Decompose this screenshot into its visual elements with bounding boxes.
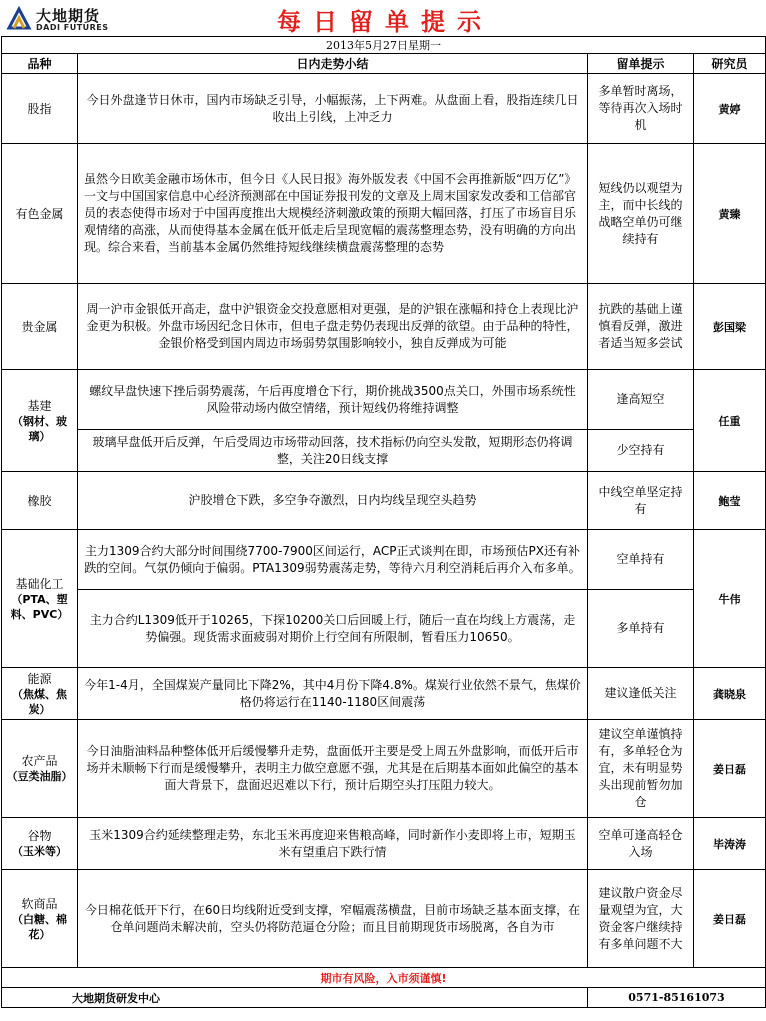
summary-cell: 虽然今日欧美金融市场休市，但今日《人民日报》海外版发表《中国不会再推新版“四万亿”》一文与中国国家信息中心经济预测部在中国证券报刊发的文章及上周末国家发改委和工信部官员的表态使得市场对于中国再度推出大规模经济刺激政策的预期大幅回落，打压了市场盲目乐观情绪的高涨，从而使得基本金属在低开低走后呈现宽幅的震荡整理态势，没有明确的方向出现。综合来看，当前基本金属仍然维持短线继续横盘震荡整理的态势: [78, 144, 588, 284]
reminder-table: [1, 36, 766, 1008]
table-row: [2, 74, 766, 144]
summary-cell: 主力合约L1309低开于10265，下探10200关口后回暖上行，随后一直在均线上方震荡，走势偏强。现货需求面疲弱对期价上行空间有所限制，暂看压力10650。: [78, 590, 588, 668]
summary-cell: 螺纹早盘快速下挫后弱势震荡，午后再度增仓下行，期价挑战3500点关口，外围市场系统性风险带动场内做空情绪，预计短线仍将维持调整: [78, 370, 588, 430]
footer-row: [2, 988, 766, 1008]
risk-notice-row: [2, 968, 766, 988]
tip-cell: 建议散户资金尽量观望为宜，大资金客户继续持有多单问题不大: [588, 870, 694, 968]
researcher-cell: 姜日磊: [694, 870, 766, 968]
column-header-researcher: 研究员: [694, 54, 766, 74]
researcher-cell: 龚晓泉: [694, 668, 766, 720]
category-cell: [2, 668, 78, 720]
category-cell: [2, 284, 78, 370]
researcher-cell: 鲍莹: [694, 472, 766, 530]
tip-cell: 空单持有: [588, 530, 694, 590]
summary-cell: 今日油脂油料品种整体低开后缓慢攀升走势，盘面低开主要是受上周五外盘影响，而低开后市场并未顺畅下行而是缓慢攀升，表明主力做空意愿不强，尤其是在后期基本面如此偏空的基本面大背景下，盘面迟迟难以下行，预计后期空头打压阻力较大。: [78, 720, 588, 818]
tip-cell: 少空持有: [588, 430, 694, 472]
dadi-logo-icon: [6, 6, 32, 32]
table-row: [2, 870, 766, 968]
category-name: 基础化工: [15, 576, 64, 591]
date-row: [2, 37, 766, 54]
researcher-cell: 毕涛涛: [694, 818, 766, 870]
category-cell: [2, 472, 78, 530]
tip-cell: 抗跌的基础上谨慎看反弹，激进者适当短多尝试: [588, 284, 694, 370]
category-cell: [2, 370, 78, 472]
tip-cell: 建议空单谨慎持有，多单轻仓为宜，未有明显势头出现前暂勿加仓: [588, 720, 694, 818]
researcher-cell: 任重: [694, 370, 766, 472]
summary-cell: 主力1309合约大部分时间围绕7700-7900区间运行，ACP正式谈判在即，市场预估PX还有补跌的空间。气氛仍倾向于偏弱。PTA1309弱势震荡走势，等待六月利空消耗后再介入布多单。: [78, 530, 588, 590]
report-date: 2013年5月27日星期一: [2, 37, 766, 54]
category-name: 能源: [27, 671, 52, 686]
researcher-cell: 黄婷: [694, 74, 766, 144]
footer-organization: 大地期货研发中心: [2, 988, 588, 1008]
category-subtitle: （玉米等）: [12, 845, 67, 858]
logo-chinese-name: 大地期货: [36, 7, 101, 25]
category-name: 股指: [27, 101, 52, 116]
summary-cell: 今日棉花低开下行，在60日均线附近受到支撑，窄幅震荡横盘，目前市场缺乏基本面支撑，在仓单问题尚未解决前，空头仍将防范逼仓分险；而且目前期现货市场脱离，各自为市: [78, 870, 588, 968]
column-header-row: [2, 54, 766, 74]
column-header-tip: 留单提示: [588, 54, 694, 74]
summary-cell: 玻璃早盘低开后反弹，午后受周边市场带动回落，技术指标仍向空头发散，短期形态仍将调整，关注20日线支撑: [78, 430, 588, 472]
summary-cell: 今日外盘逢节日休市，国内市场缺乏引导，小幅振荡，上下两难。从盘面上看，股指连续几日收出上引线，上冲乏力: [78, 74, 588, 144]
category-subtitle: （钢材、玻璃）: [12, 414, 67, 443]
category-name: 有色金属: [15, 206, 64, 221]
column-header-summary: 日内走势小结: [78, 54, 588, 74]
table-row: [2, 590, 766, 668]
summary-cell: 今年1-4月，全国煤炭产量同比下降2%，其中4月份下降4.8%。煤炭行业依然不景气，焦煤价格仍将运行在1140-1180区间震荡: [78, 668, 588, 720]
category-subtitle: （豆类油脂）: [6, 770, 73, 783]
footer-phone: 0571-85161073: [588, 988, 766, 1008]
table-row: [2, 818, 766, 870]
category-name: 贵金属: [21, 319, 58, 334]
category-name: 农产品: [21, 754, 58, 768]
category-cell: [2, 870, 78, 968]
researcher-cell: 彭国梁: [694, 284, 766, 370]
tip-cell: 建议逢低关注: [588, 668, 694, 720]
page-title: 每日留单提示: [277, 8, 493, 36]
table-row: [2, 472, 766, 530]
column-header-category: 品种: [2, 54, 78, 74]
tip-cell: 中线空单坚定持有: [588, 472, 694, 530]
report-header: [0, 0, 766, 36]
researcher-cell: 姜日磊: [694, 720, 766, 818]
category-subtitle: （白糖、棉花）: [12, 912, 67, 941]
category-name: 基建: [27, 398, 52, 413]
category-name: 橡胶: [27, 493, 52, 508]
summary-cell: 沪胶增仓下跌，多空争夺激烈，日内均线呈现空头趋势: [78, 472, 588, 530]
summary-cell: 周一沪市金银低开高走，盘中沪银资金交投意愿相对更强，是的沪银在涨幅和持仓上表现比沪金更为积极。外盘市场因纪念日休市，但电子盘走势仍表现出反弹的欲望。由于品种的特性，金银价格受到国内周边市场弱势氛围影响较小，独自反弹成为可能: [78, 284, 588, 370]
table-row: [2, 668, 766, 720]
category-cell: [2, 818, 78, 870]
table-row: [2, 530, 766, 590]
tip-cell: 逢高短空: [588, 370, 694, 430]
researcher-cell: 黄臻: [694, 144, 766, 284]
table-row: [2, 144, 766, 284]
category-cell: [2, 720, 78, 818]
logo-english-name: DADI FUTURES: [36, 23, 109, 32]
category-subtitle: （焦煤、焦炭）: [12, 687, 67, 716]
category-name: 谷物: [27, 829, 52, 843]
company-logo: [6, 4, 126, 34]
researcher-cell: 牛伟: [694, 530, 766, 668]
category-cell: [2, 530, 78, 668]
category-subtitle: （PTA、塑料、PVC）: [10, 592, 69, 621]
category-cell: [2, 74, 78, 144]
tip-cell: 多单暂时离场，等待再次入场时机: [588, 74, 694, 144]
summary-cell: 玉米1309合约延续整理走势，东北玉米再度迎来售粮高峰，同时新作小麦即将上市，短期玉米有望重启下跌行情: [78, 818, 588, 870]
tip-cell: 多单持有: [588, 590, 694, 668]
table-row: [2, 720, 766, 818]
risk-notice: 期市有风险，入市须谨慎!: [2, 968, 766, 988]
tip-cell: 空单可逢高轻仓入场: [588, 818, 694, 870]
category-cell: [2, 144, 78, 284]
table-row: [2, 370, 766, 430]
table-row: [2, 284, 766, 370]
tip-cell: 短线仍以观望为主，而中长线的战略空单仍可继续持有: [588, 144, 694, 284]
category-name: 软商品: [21, 896, 58, 911]
table-row: [2, 430, 766, 472]
